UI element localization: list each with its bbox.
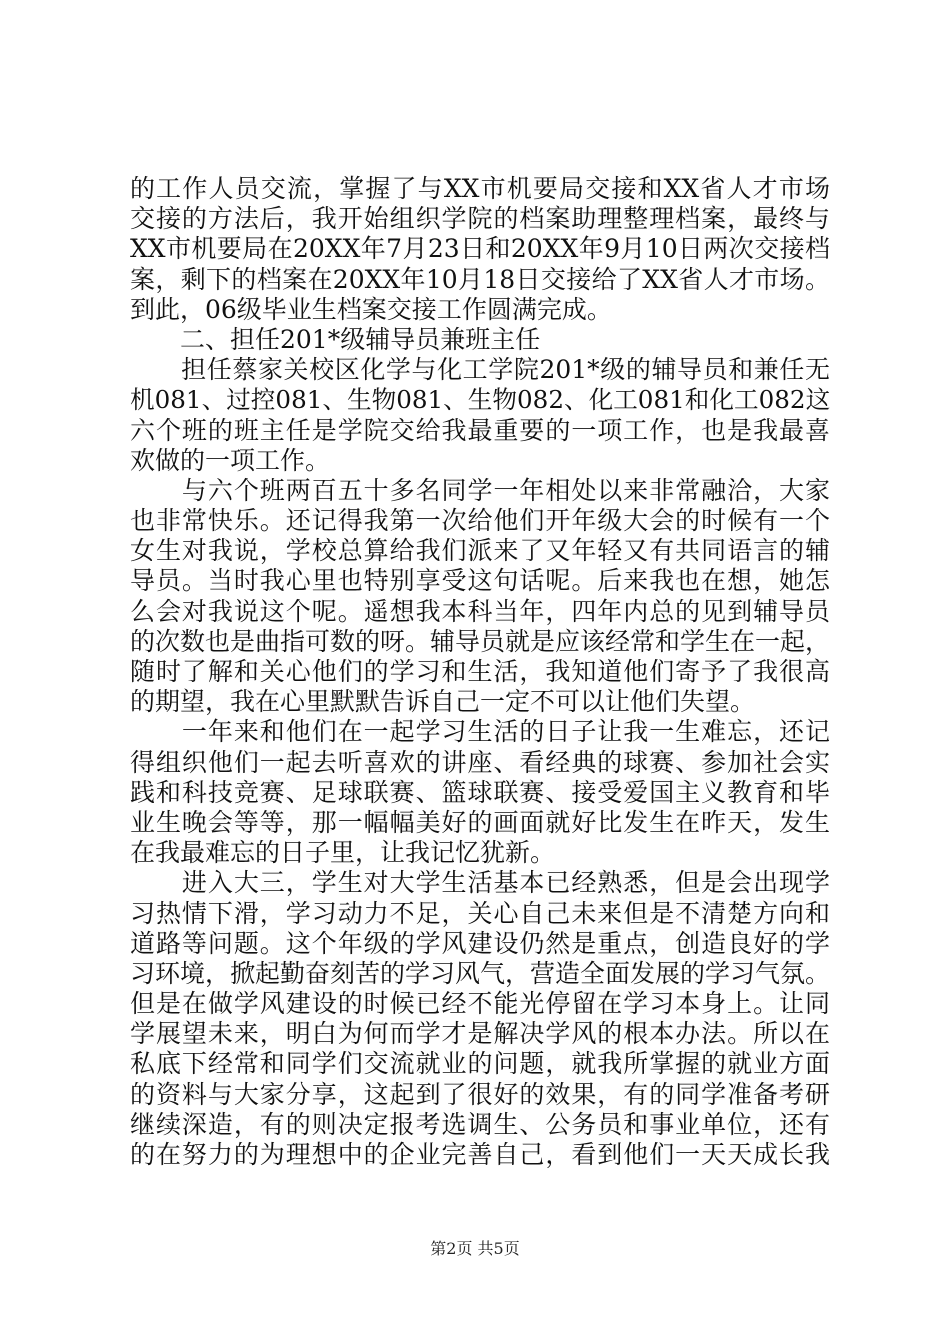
text-line: 的次数也是曲指可数的呀。辅导员就是应该经常和学生在一起，	[130, 626, 831, 656]
text-line: 六个班的班主任是学院交给我最重要的一项工作，也是我最喜	[130, 415, 830, 445]
text-line: 习环境，掀起勤奋刻苦的学习风气，营造全面发展的学习气氛。	[130, 958, 831, 988]
text-line: 也非常快乐。还记得我第一次给他们开年级大会的时候有一个	[130, 506, 830, 536]
text-line: 进入大三，学生对大学生活基本已经熟悉，但是会出现学	[130, 868, 830, 898]
text-line: 学展望未来，明白为何而学才是解决学风的根本办法。所以在	[130, 1019, 830, 1049]
text-line: 到此，06级毕业生档案交接工作圆满完成。	[130, 294, 612, 324]
text-line: 的工作人员交流，掌握了与XX市机要局交接和XX省人才市场	[130, 174, 830, 203]
text-line: XX市机要局在20XX年7月23日和20XX年9月10日两次交接档	[130, 234, 830, 264]
text-line: 私底下经常和同学们交流就业的问题，就我所掌握的就业方面	[130, 1049, 830, 1079]
text-line: 交接的方法后，我开始组织学院的档案助理整理档案，最终与	[130, 204, 830, 234]
text-line: 机081、过控081、生物081、生物082、化工081和化工082这	[130, 385, 831, 415]
document-body	[130, 174, 830, 1170]
page-footer: 第2页 共5页	[430, 1239, 520, 1258]
text-line: 一年来和他们在一起学习生活的日子让我一生难忘，还记	[130, 717, 830, 747]
text-line: 的在努力的为理想中的企业完善自己，看到他们一天天成长我	[130, 1140, 830, 1169]
text-line: 女生对我说，学校总算给我们派来了又年轻又有共同语言的辅	[130, 536, 830, 566]
text-line: 案，剩下的档案在20XX年10月18日交接给了XX省人才市场。	[130, 264, 830, 294]
text-line: 得组织他们一起去听喜欢的讲座、看经典的球赛、参加社会实	[130, 747, 830, 777]
text-line: 业生晚会等等，那一幅幅美好的画面就好比发生在昨天，发生	[130, 807, 830, 837]
text-line: 的资料与大家分享，这起到了很好的效果，有的同学准备考研	[130, 1079, 830, 1109]
text-line: 道路等问题。这个年级的学风建设仍然是重点，创造良好的学	[130, 928, 830, 958]
text-line: 随时了解和关心他们的学习和生活，我知道他们寄予了我很高	[130, 657, 830, 686]
text-line: 导员。当时我心里也特别享受这句话呢。后来我也在想，她怎	[130, 566, 830, 596]
text-line: 担任蔡家关校区化学与化工学院201*级的辅导员和兼任无	[130, 355, 830, 385]
text-line: 在我最难忘的日子里，让我记忆犹新。	[130, 838, 556, 868]
text-line: 与六个班两百五十多名同学一年相处以来非常融洽，大家	[130, 475, 830, 505]
text-line: 的期望，我在心里默默告诉自己一定不可以让他们失望。	[130, 687, 756, 717]
text-line: 欢做的一项工作。	[130, 445, 331, 475]
text-line: 但是在做学风建设的时候已经不能光停留在学习本身上。让同	[130, 989, 830, 1019]
text-line: 继续深造，有的则决定报考选调生、公务员和事业单位，还有	[130, 1109, 830, 1139]
text-line: 么会对我说这个呢。遥想我本科当年，四年内总的见到辅导员	[130, 596, 830, 626]
text-line: 践和科技竞赛、足球联赛、篮球联赛、接受爱国主义教育和毕	[130, 777, 830, 807]
text-line: 习热情下滑，学习动力不足，关心自己未来但是不清楚方向和	[130, 898, 830, 928]
text-line: 二、担任201*级辅导员兼班主任	[130, 324, 541, 354]
